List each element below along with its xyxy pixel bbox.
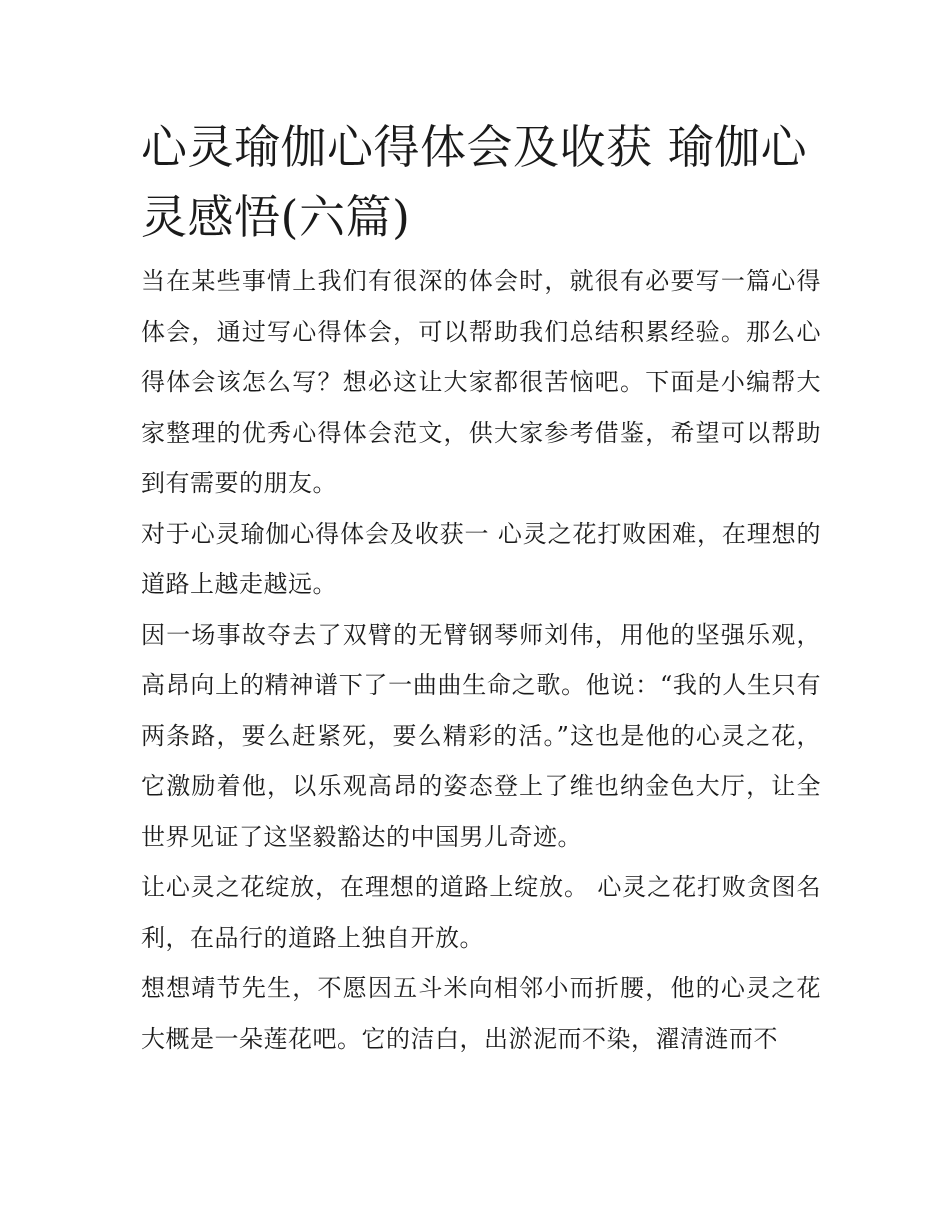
document-content — [141, 112, 821, 1064]
paragraph-bloom: 让心灵之花绽放，在理想的道路上绽放。 心灵之花打败贪图名利，在品行的道路上独自开放。 — [141, 873, 821, 952]
paragraph-intro: 当在某些事情上我们有很深的体会时，就很有必要写一篇心得体会，通过写心得体会，可以帮助我们总结积累经验。那么心得体会该怎么写？想必这让大家都很苦恼吧。下面是小编帮大家整理的优秀心得体会范文，供大家参考借鉴，希望可以帮助到有需要的朋友。 — [141, 267, 821, 497]
paragraph-liu-wei: 因一场事故夺去了双臂的无臂钢琴师刘伟，用他的坚强乐观，高昂向上的精神谱下了一曲曲生命之歌。他说：“我的人生只有两条路，要么赶紧死，要么精彩的活。”这也是他的心灵之花，它激励着他，以乐观高昂的姿态登上了维也纳金色大厅，让全世界见证了这坚毅豁达的中国男儿奇迹。 — [141, 620, 821, 851]
paragraph-jingjie: 想想靖节先生，不愿因五斗米向相邻小而折腰，他的心灵之花大概是一朵莲花吧。它的洁白，出淤泥而不染，濯清涟而不 — [141, 974, 821, 1053]
document-title: 心灵瑜伽心得体会及收获 瑜伽心灵感悟(六篇) — [141, 120, 808, 244]
document-body — [141, 256, 821, 1064]
paragraph-section-one: 对于心灵瑜伽心得体会及收获一 心灵之花打败困难，在理想的道路上越走越远。 — [141, 519, 821, 598]
